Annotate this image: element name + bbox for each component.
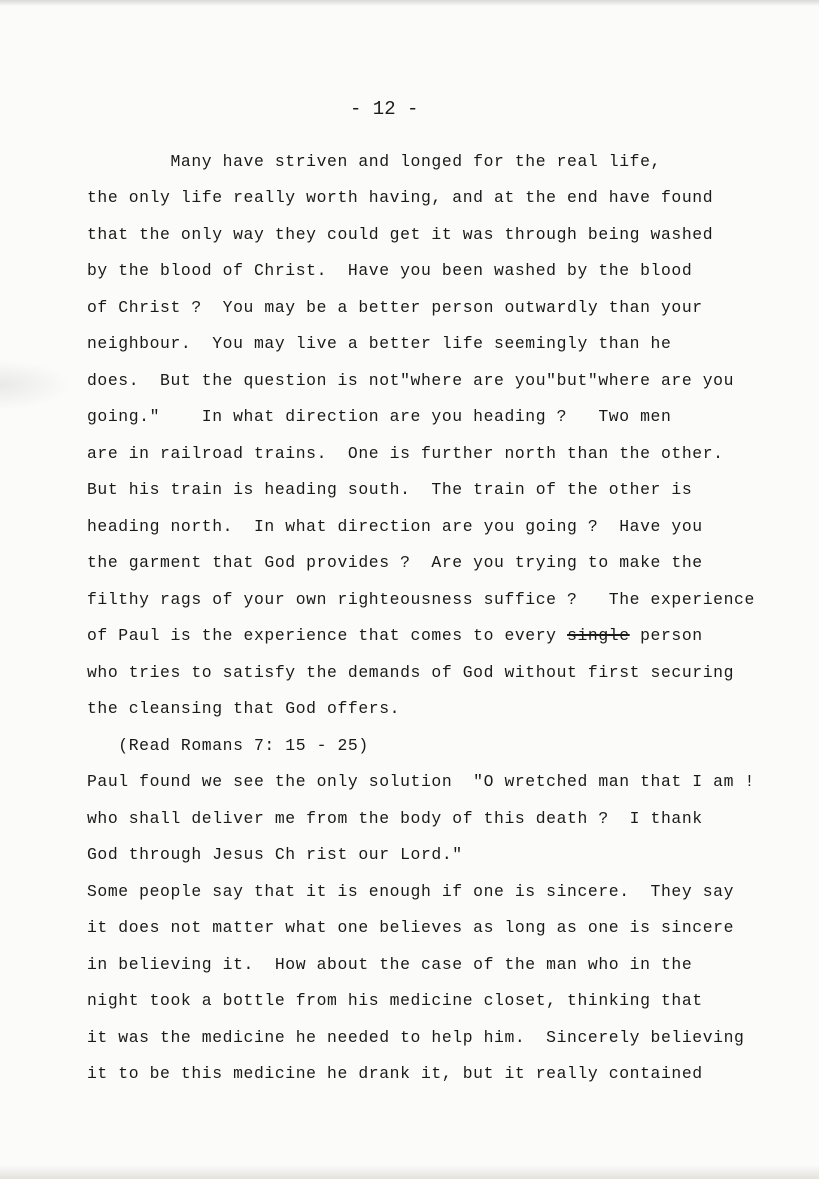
- text-line-26: it to be this medicine he drank it, but it really contained: [87, 1064, 703, 1083]
- text-line-17: (Read Romans 7: 15 - 25): [87, 736, 369, 755]
- text-line-13: filthy rags of your own righteousness suffice ? The experience: [87, 590, 755, 609]
- scan-speckle: [0, 360, 70, 410]
- text-line-1: Many have striven and longed for the real life,: [87, 152, 661, 171]
- text-line-4: by the blood of Christ. Have you been washed by the blood: [87, 261, 693, 280]
- page-bottom-edge: [0, 1165, 819, 1179]
- text-line-5: of Christ ? You may be a better person outwardly than your: [87, 298, 703, 317]
- text-line-6: neighbour. You may live a better life seemingly than he: [87, 334, 672, 353]
- text-line-8: going." In what direction are you heading ? Two men: [87, 407, 672, 426]
- text-line-21: Some people say that it is enough if one is sincere. They say: [87, 882, 735, 901]
- text-line-14-end: person: [629, 626, 703, 645]
- text-line-25: it was the medicine he needed to help him. Sincerely believing: [87, 1028, 745, 1047]
- text-line-22: it does not matter what one believes as long as one is sincere: [87, 918, 735, 937]
- text-line-24: night took a bottle from his medicine closet, thinking that: [87, 991, 703, 1010]
- page-top-edge: [0, 0, 819, 6]
- text-line-3: that the only way they could get it was through being washed: [87, 225, 714, 244]
- text-line-14-start: of Paul is the experience that comes to every: [87, 626, 568, 645]
- text-line-7: does. But the question is not"where are you"but"where are you: [87, 371, 735, 390]
- text-line-12: the garment that God provides ? Are you trying to make the: [87, 553, 703, 572]
- text-line-9: are in railroad trains. One is further north than the other.: [87, 444, 724, 463]
- page-number: - 12 -: [350, 98, 419, 120]
- text-line-19: who shall deliver me from the body of this death ? I thank: [87, 809, 703, 828]
- text-line-11: heading north. In what direction are you going ? Have you: [87, 517, 703, 536]
- text-line-2: the only life really worth having, and at the end have found: [87, 188, 714, 207]
- text-line-16: the cleansing that God offers.: [87, 699, 401, 718]
- text-line-15: who tries to satisfy the demands of God without first securing: [87, 663, 735, 682]
- text-line-23: in believing it. How about the case of the man who in the: [87, 955, 693, 974]
- text-line-20: God through Jesus Ch rist our Lord.": [87, 845, 463, 864]
- text-line-18: Paul found we see the only solution "O wretched man that I am !: [87, 772, 755, 791]
- struck-word: single: [567, 626, 630, 645]
- text-line-14: [87, 626, 703, 646]
- text-line-10: But his train is heading south. The train of the other is: [87, 480, 693, 499]
